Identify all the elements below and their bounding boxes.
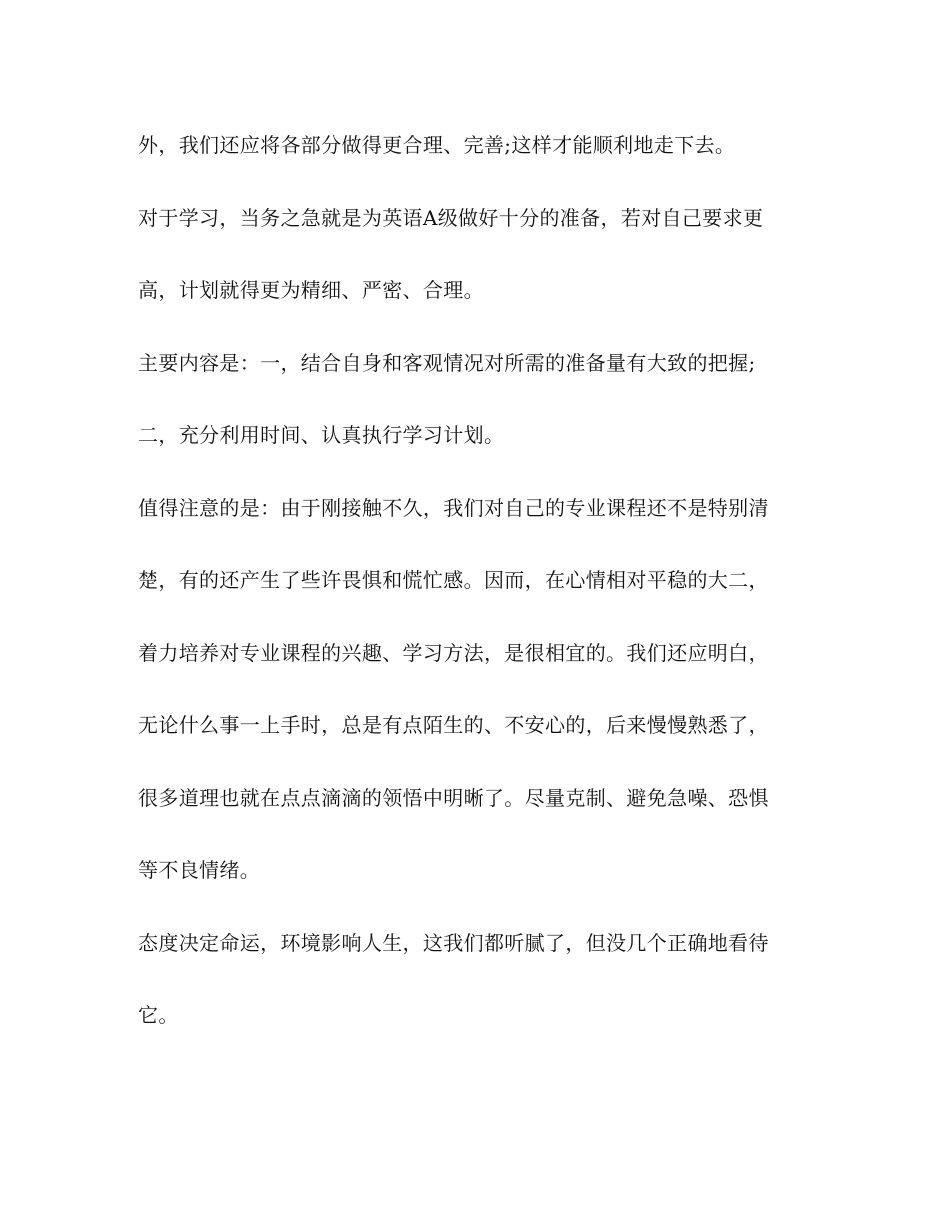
text-line: 二，充分利用时间、认真执行学习计划。	[138, 423, 505, 447]
text-line: 值得注意的是：由于刚接触不久，我们对自己的专业课程还不是特别清	[138, 495, 769, 520]
text-line: 态度决定命运，环境影响人生，这我们都听腻了，但没几个正确地看待	[138, 930, 769, 955]
text-line: 无论什么事一上手时，总是有点陌生的、不安心的，后来慢慢熟悉了，	[138, 713, 769, 737]
text-line: 主要内容是：一，结合自身和客观情况对所需的准备量有大致的把握;	[138, 350, 756, 375]
text-line: 等不良情绪。	[138, 858, 261, 882]
text-line: 很多道理也就在点点滴滴的领悟中明晰了。尽量克制、避免急噪、恐惧	[138, 785, 769, 810]
text-line: 它。	[138, 1003, 179, 1027]
text-line: 对于学习，当务之急就是为英语A级做好十分的准备，若对自己要求更	[138, 205, 764, 230]
text-line: 高，计划就得更为精细、严密、合理。	[138, 278, 484, 302]
text-line: 楚，有的还产生了些许畏惧和慌忙感。因而，在心情相对平稳的大二，	[138, 568, 769, 592]
text-line: 外，我们还应将各部分做得更合理、完善;这样才能顺利地走下去。	[138, 133, 736, 157]
text-line: 着力培养对专业课程的兴趣、学习方法，是很相宜的。我们还应明白，	[138, 640, 769, 665]
document-body	[138, 127, 818, 1070]
